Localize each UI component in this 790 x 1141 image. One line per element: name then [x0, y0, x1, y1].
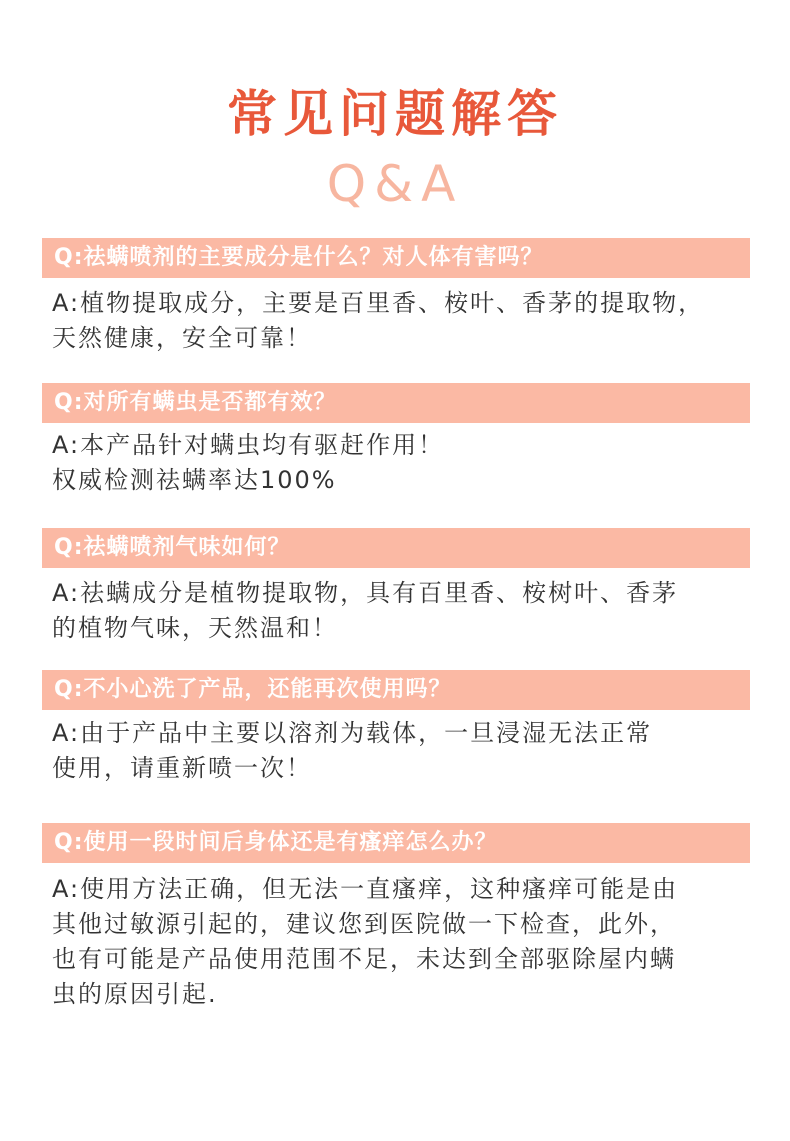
faq-answer-4-line-1: A:由于产品中主要以溶剂为载体，一旦浸湿无法正常 [52, 719, 653, 747]
faq-answer-2 [52, 428, 752, 498]
faq-answer-5-line-4: 虫的原因引起. [52, 980, 218, 1008]
faq-question-3: Q:祛螨喷剂气味如何？ [42, 528, 750, 568]
faq-question-5: Q:使用一段时间后身体还是有瘙痒怎么办？ [42, 823, 750, 863]
faq-answer-5-line-1: A:使用方法正确，但无法一直瘙痒，这种瘙痒可能是由 [52, 875, 679, 903]
faq-answer-1-line-1: A:植物提取成分，主要是百里香、桉叶、香茅的提取物， [52, 289, 705, 317]
faq-answer-3-line-1: A:祛螨成分是植物提取物，具有百里香、桉树叶、香茅 [52, 579, 679, 607]
faq-question-4: Q:不小心洗了产品，还能再次使用吗？ [42, 670, 750, 710]
faq-answer-2-line-1: A:本产品针对螨虫均有驱赶作用！ [52, 431, 445, 459]
faq-answer-2-line-2: 权威检测祛螨率达100% [52, 466, 337, 494]
faq-answer-3-line-2: 的植物气味，天然温和！ [52, 614, 338, 642]
faq-question-1: Q:祛螨喷剂的主要成分是什么？对人体有害吗？ [42, 238, 750, 278]
faq-answer-5-line-2: 其他过敏源引起的，建议您到医院做一下检查，此外， [52, 910, 676, 938]
faq-answer-1-line-2: 天然健康，安全可靠！ [52, 324, 312, 352]
faq-answer-3 [52, 576, 752, 646]
faq-answer-4-line-2: 使用，请重新喷一次！ [52, 754, 312, 782]
faq-answer-1 [52, 286, 752, 356]
faq-question-2: Q:对所有螨虫是否都有效？ [42, 383, 750, 423]
faq-answer-5-line-3: 也有可能是产品使用范围不足，未达到全部驱除屋内螨 [52, 945, 676, 973]
page-title: 常见问题解答 [227, 85, 563, 143]
faq-answer-5 [52, 872, 752, 1012]
faq-answer-4 [52, 716, 752, 786]
page-subtitle: Q&A [326, 155, 464, 213]
